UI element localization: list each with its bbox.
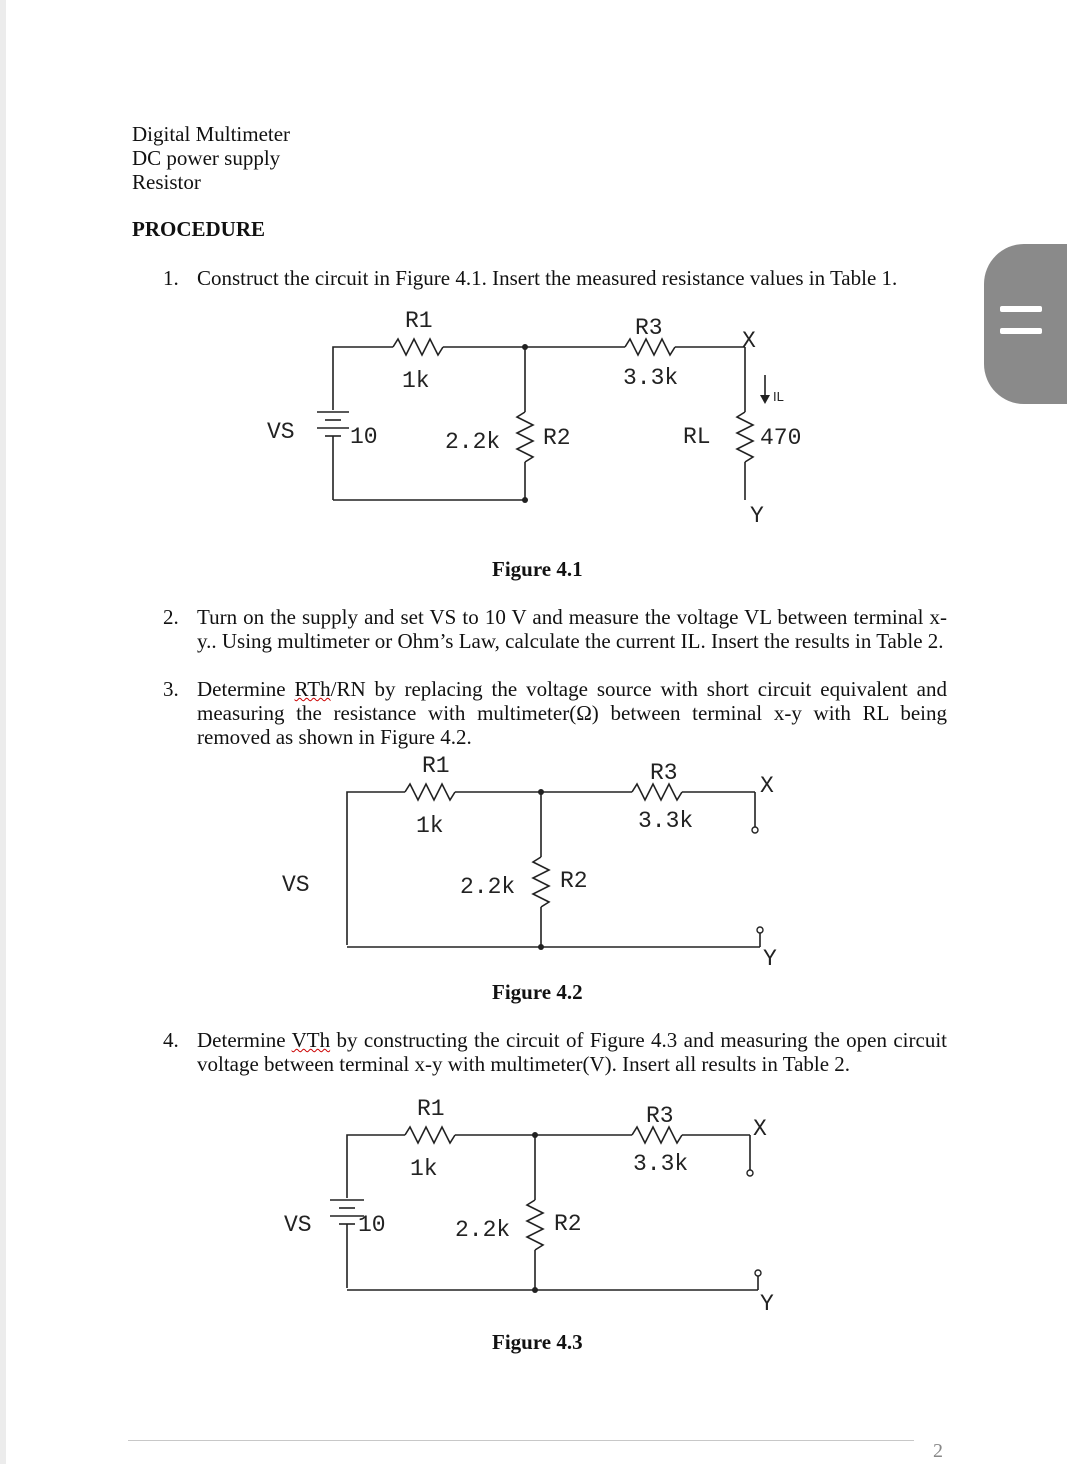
- r3-value: 3.3k: [638, 808, 694, 834]
- terminal-y: Y: [763, 946, 777, 972]
- figure-4-2-circuit: [270, 745, 830, 975]
- r2-label: R2: [560, 868, 588, 894]
- grip-line-icon: [1000, 306, 1042, 312]
- r2-value: 2.2k: [455, 1217, 511, 1243]
- terminal-x: X: [753, 1116, 767, 1142]
- step-text: Construct the circuit in Figure 4.1. Insert the measured resistance values in Table 1.: [197, 266, 898, 290]
- terminal-y: Y: [750, 503, 764, 529]
- r1-label: R1: [417, 1096, 445, 1122]
- r1-value: 1k: [416, 813, 444, 839]
- r1-label: R1: [422, 753, 450, 779]
- step-text: Determine RTh/RN by replacing the voltage source with short circuit equivalent and measuring the resistance with multimeter(Ω) between terminal x-y with RL being removed as shown in Figure 4.2.: [197, 677, 947, 749]
- scroll-handle[interactable]: [984, 244, 1067, 404]
- page-number: 2: [933, 1440, 943, 1462]
- step-text: Determine VTh by constructing the circuit of Figure 4.3 and measuring the open circuit voltage between terminal x-y with multimeter(V). Insert all results in Table 2.: [197, 1028, 947, 1076]
- r2-label: R2: [554, 1211, 582, 1237]
- equipment-item: Resistor: [132, 170, 201, 194]
- r1-value: 1k: [402, 368, 430, 394]
- step-number: 1.: [163, 266, 179, 290]
- figure-4-1-circuit: [255, 300, 835, 540]
- step-number: 4.: [163, 1028, 179, 1052]
- r3-label: R3: [646, 1103, 674, 1129]
- vs-label: VS: [267, 419, 295, 445]
- terminal-x: X: [742, 328, 756, 354]
- terminal-x: X: [760, 773, 774, 799]
- r2-value: 2.2k: [460, 874, 516, 900]
- step-number: 2.: [163, 605, 179, 629]
- r2-value: 2.2k: [445, 429, 501, 455]
- il-label: IL: [773, 389, 784, 404]
- step-text: Turn on the supply and set VS to 10 V and measure the voltage VL between terminal x-y.. Using multimeter or Ohm’s Law, calculate the current IL. Insert the results in Table 2.: [197, 605, 947, 653]
- footer-divider: [128, 1440, 914, 1441]
- r3-value: 3.3k: [623, 365, 679, 391]
- rl-value: 470: [760, 425, 802, 451]
- r1-value: 1k: [410, 1156, 438, 1182]
- vs-label: VS: [282, 872, 310, 898]
- step-number: 3.: [163, 677, 179, 701]
- figure-4-1-caption: Figure 4.1: [492, 557, 583, 581]
- equipment-item: DC power supply: [132, 146, 281, 170]
- r3-label: R3: [650, 760, 678, 786]
- grip-line-icon: [1000, 328, 1042, 334]
- equipment-item: Digital Multimeter: [132, 122, 291, 146]
- figure-4-2-caption: Figure 4.2: [492, 980, 583, 1004]
- vs-label: VS: [284, 1212, 312, 1238]
- terminal-y: Y: [760, 1291, 774, 1317]
- r2-label: R2: [543, 425, 571, 451]
- vs-value: 10: [358, 1212, 386, 1238]
- r1-label: R1: [405, 308, 433, 334]
- figure-4-3-caption: Figure 4.3: [492, 1330, 583, 1354]
- r3-value: 3.3k: [633, 1151, 689, 1177]
- figure-4-3-circuit: [270, 1088, 830, 1318]
- page-left-border: [0, 0, 6, 1464]
- r3-label: R3: [635, 315, 663, 341]
- vs-value: 10: [350, 424, 378, 450]
- rl-label: RL: [683, 424, 711, 450]
- procedure-heading: PROCEDURE: [132, 217, 266, 241]
